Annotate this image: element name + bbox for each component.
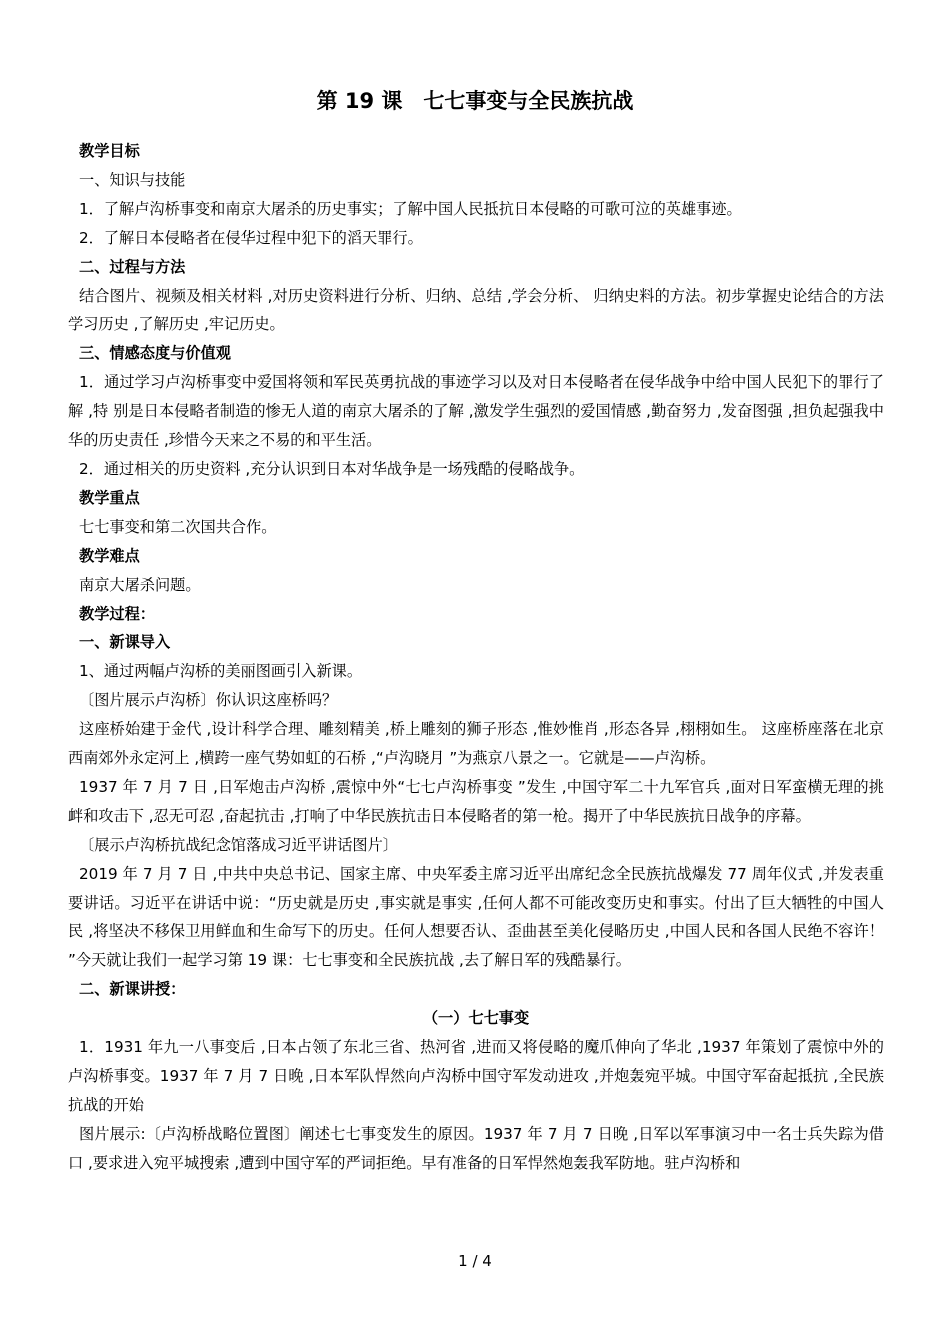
document-body: [68, 137, 884, 1178]
paragraph: 2．通过相关的历史资料 ,充分认识到日本对华战争是一场残酷的侵略战争。: [79, 459, 585, 478]
section-heading-july-7-incident: （一）七七事变: [422, 1009, 530, 1028]
paragraph: 2019 年 7 月 7 日 ,中共中央总书记、国家主席、中央军委主席习近平出席纪念全民族抗战爆发 77 周年仪式 ,并发表重要讲话。习近平在讲话中说：“历史就是历史 ,事实就是事实 ,任何人都不可能改变历史和事实。付出了巨大牺牲的中国人民 ,将坚决不移保卫用鲜血和生命写下的历史。任何人想要否认、歪曲甚至美化侵略历史 ,中国人民和各国人民绝不容许！ ”今天就让我们一起学习第 19 课：七七事变和全民族抗战 ,去了解日军的残酷暴行。: [68, 864, 884, 970]
subheading-new-lesson-lecture: 二、新课讲授：: [79, 980, 186, 999]
paragraph: 1．通过学习卢沟桥事变中爱国将领和军民英勇抗战的事迹学习以及对日本侵略者在侵华战争中给中国人民犯下的罪行了解 ,特 别是日本侵略者制造的惨无人道的南京大屠杀的了解 ,激发学生强烈的爱国情感 ,勤奋努力 ,发奋图强 ,担负起强我中华的历史责任 ,珍惜今天来之不易的和平生活。: [68, 373, 884, 450]
paragraph: 结合图片、视频及相关材料 ,对历史资料进行分析、归纳、总结 ,学会分析、 归纳史料的方法。初步掌握史论结合的方法学习历史 ,了解历史 ,牢记历史。: [68, 286, 884, 334]
subheading-emotion-values: 三、情感态度与价值观: [79, 344, 231, 363]
subheading-new-lesson-intro: 一、新课导入: [79, 633, 171, 652]
paragraph: 1．1931 年九一八事变后 ,日本占领了东北三省、热河省 ,进而又将侵略的魔爪伸向了华北 ,1937 年策划了震惊中外的卢沟桥事变。1937 年 7 月 7 日晚 ,日本军队悍然向卢沟桥中国守军发动进攻 ,并炮轰宛平城。中国守军奋起抵抗 ,全民族抗战的开始: [68, 1038, 884, 1114]
paragraph: 这座桥始建于金代 ,设计科学合理、雕刻精美 ,桥上雕刻的狮子形态 ,惟妙惟肖 ,形态各异 ,栩栩如生。 这座桥座落在北京西南郊外永定河上 ,横跨一座气势如虹的石桥 ,“卢沟晓月 ”为燕京八景之一。它就是——卢沟桥。: [68, 720, 884, 768]
paragraph: 〔图片展示卢沟桥〕你认识这座桥吗？: [79, 691, 338, 710]
paragraph: 〔展示卢沟桥抗战纪念馆落成习近平讲话图片〕: [79, 835, 398, 854]
heading-teaching-goals: 教学目标: [79, 142, 140, 160]
paragraph: 图片展示:〔卢沟桥战略位置图〕阐述七七事变发生的原因。1937 年 7 月 7 日晚 ,日军以军事演习中一名士兵失踪为借口 ,要求进入宛平城搜索 ,遭到中国守军的严词拒绝。早有准备的日军悍然炮轰我军防地。驻卢沟桥和: [68, 1124, 884, 1172]
subheading-process-method: 二、过程与方法: [79, 257, 186, 276]
page-number: 1 / 4: [458, 1252, 492, 1270]
heading-difficulties: 教学难点: [79, 546, 140, 565]
paragraph: 2．了解日本侵略者在侵华过程中犯下的滔天罪行。: [79, 228, 423, 247]
paragraph: 1．了解卢沟桥事变和南京大屠杀的历史事实；了解中国人民抵抗日本侵略的可歌可泣的英雄事迹。: [79, 199, 742, 218]
paragraph: 七七事变和第二次国共合作。: [79, 517, 277, 536]
heading-teaching-process: 教学过程：: [79, 604, 155, 623]
page-title: 第 19 课 七七事变与全民族抗战: [316, 89, 634, 113]
heading-key-points: 教学重点: [79, 488, 140, 507]
paragraph: 1、通过两幅卢沟桥的美丽图画引入新课。: [79, 662, 363, 681]
subheading-knowledge-skills: 一、知识与技能: [79, 170, 186, 189]
paragraph: 1937 年 7 月 7 日 ,日军炮击卢沟桥 ,震惊中外“七七卢沟桥事变 ”发生 ,中国守军二十九军官兵 ,面对日军蛮横无理的挑衅和攻击下 ,忍无可忍 ,奋起抗击 ,打响了中华民族抗击日本侵略者的第一枪。揭开了中华民族抗日战争的序幕。: [68, 777, 884, 825]
paragraph: 南京大屠杀问题。: [79, 575, 201, 594]
